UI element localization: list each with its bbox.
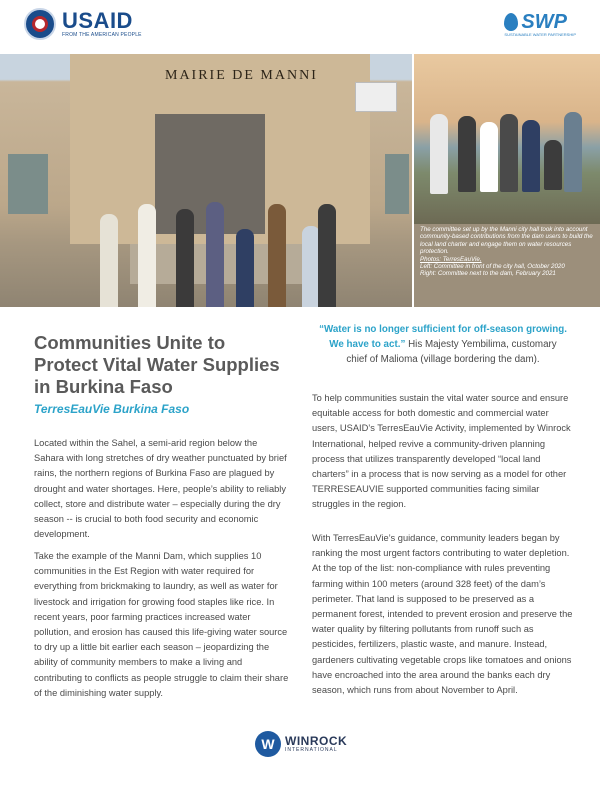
caption-right: Right: Committee next to the dam, February 2021 bbox=[420, 270, 556, 278]
caption-credit: Photos: TerresEauVie, bbox=[420, 255, 482, 263]
swp-wordmark: SWP bbox=[521, 11, 567, 33]
city-hall-sign: MAIRIE DE MANNI bbox=[165, 68, 318, 83]
photo-city-hall-committee bbox=[0, 54, 412, 307]
swp-logo bbox=[504, 12, 576, 37]
photo-dam-committee bbox=[414, 54, 600, 224]
pull-quote bbox=[318, 322, 568, 367]
article-subtitle: TerresEauVie Burkina Faso bbox=[34, 402, 190, 416]
usaid-logo bbox=[24, 8, 142, 40]
usaid-tagline: FROM THE AMERICAN PEOPLE bbox=[62, 32, 142, 38]
quote-text: “Water is no longer sufficient for off-season growing. We have to act.” bbox=[319, 324, 567, 350]
winrock-logo bbox=[255, 731, 347, 757]
air-conditioner bbox=[355, 82, 397, 112]
water-drop-icon bbox=[504, 13, 518, 31]
winrock-subtitle: INTERNATIONAL bbox=[285, 747, 338, 753]
caption-left: Left: Committee in front of the city hall, October 2020 bbox=[420, 263, 565, 271]
caption-description: The committee set up by the Manni city hall took into account community-based contributions from the dam users to build the local land charter and engage them on water resources protection. bbox=[420, 226, 593, 256]
left-paragraph-1: Located within the Sahel, a semi-arid region below the Sahara with long stretches of dry weather punctuated by brief rains, the northern regions of Burkina Faso are plagued by drought and water shortages. Here, people’s ability to reliably collect, store and distribute water – especially during the dry season -- is crucial to both food security and economic development. bbox=[34, 438, 287, 540]
winrock-wordmark: WINROCK bbox=[285, 734, 348, 748]
swp-tagline: SUSTAINABLE WATER PARTNERSHIP bbox=[504, 32, 576, 37]
usaid-wordmark: USAID bbox=[62, 8, 133, 33]
right-paragraph-1: To help communities sustain the vital water source and ensure equitable access for both domestic and commercial water users, USAID’s TerresEauVie Activity, implemented by Winrock International, helped revive a community-driven planning process that utilizes transparently developed “local land charters” in a process that is now serving as a model for other TERRESEAUVIE supported communities facing similar struggles in the region. bbox=[312, 393, 571, 510]
quote-attribution: His Majesty Yembilima, customary chief of Malioma (village bordering the dam). bbox=[346, 339, 557, 365]
entrance-steps bbox=[130, 244, 330, 284]
winrock-mark-icon: W bbox=[255, 731, 281, 757]
page-header bbox=[0, 0, 600, 54]
article-title: Communities Unite to Protect Vital Water Supplies in Burkina Faso bbox=[34, 332, 280, 397]
left-paragraph-2: Take the example of the Manni Dam, which supplies 10 communities in the Est Region with water required for everything from brickmaking to laundry, as well as water for livestock and irrigation for growing food staples like rice. In recent years, poor farming practices increased water pollution, and erosion has caused this life-giving water source to dry up a little bit earlier each season – jeopardizing the ability of community members to make a living and contributing to conflicts as people struggle to claim their share of the diminishing water supply. bbox=[34, 551, 289, 698]
usaid-seal-icon bbox=[24, 8, 56, 40]
photo-caption bbox=[420, 226, 598, 278]
right-paragraph-2: With TerresEauVie’s guidance, community leaders began by ranking the most urgent factors contributing to water depletion. At the top of the list: non-compliance with rules preventing farming within 100 meters (around 328 feet) of the dam’s perimeter. That land is supposed to be preserved as a permanent forest, intended to prevent erosion and preserve the water quality by filtering pollutants from runoff such as pesticides, fertilizers, plastic waste, and manure. Instead, gardeners cultivating vegetable crops like tomatoes and onions have encroached into the area around the banks each dry season, which runs from about November to April. bbox=[312, 533, 573, 696]
